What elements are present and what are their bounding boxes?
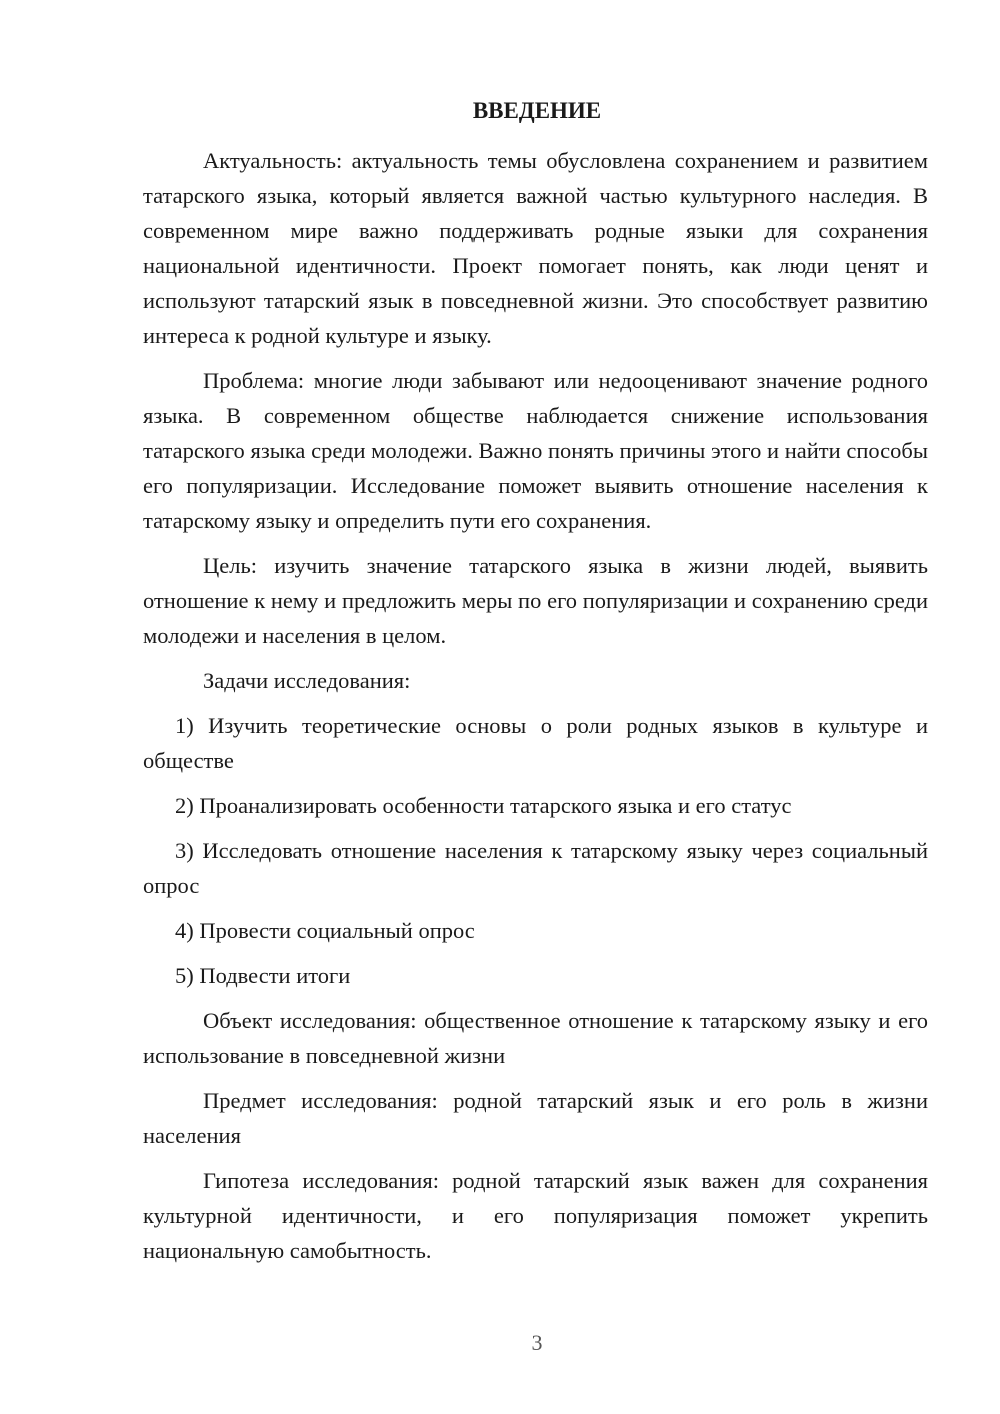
paragraph-hypothesis: Гипотеза исследования: родной татарский язык важен для сохранения культурной идентичности, и его популяризация поможет укрепить национальную самобытность. (143, 1168, 928, 1263)
page-title: ВВЕДЕНИЕ (472, 98, 602, 123)
paragraph-relevance: Актуальность: актуальность темы обусловлена сохранением и развитием татарского языка, который является важной частью культурного наследия. В современном мире важно поддерживать родные языки для сохранения национальной идентичности. Проект помогает понять, как люди ценят и используют татарский язык в повседневной жизни. Это способствует развитию интереса к родной культуре и языку. (143, 148, 928, 348)
paragraph-subject: Предмет исследования: родной татарский язык и его роль в жизни населения (143, 1088, 928, 1148)
list-item-task-4: 4) Провести социальный опрос (175, 918, 475, 943)
document-body (143, 143, 928, 1278)
list-item-task-3: 3) Исследовать отношение населения к татарскому языку через социальный опрос (143, 838, 928, 898)
paragraph-object: Объект исследования: общественное отношение к татарскому языку и его использование в повседневной жизни (143, 1008, 928, 1068)
paragraph-goal: Цель: изучить значение татарского языка в жизни людей, выявить отношение к нему и предложить меры по его популяризации и сохранению среди молодежи и населения в целом. (143, 553, 928, 648)
page-number: 3 (531, 1330, 543, 1355)
paragraph-tasks-heading: Задачи исследования: (203, 668, 411, 693)
list-item-task-2: 2) Проанализировать особенности татарского языка и его статус (175, 793, 792, 818)
list-item-task-5: 5) Подвести итоги (175, 963, 351, 988)
paragraph-problem: Проблема: многие люди забывают или недооценивают значение родного языка. В современном обществе наблюдается снижение использования татарского языка среди молодежи. Важно понять причины этого и найти способы его популяризации. Исследование поможет выявить отношение населения к татарскому языку и определить пути его сохранения. (143, 368, 928, 533)
list-item-task-1: 1) Изучить теоретические основы о роли родных языков в культуре и обществе (143, 713, 928, 773)
